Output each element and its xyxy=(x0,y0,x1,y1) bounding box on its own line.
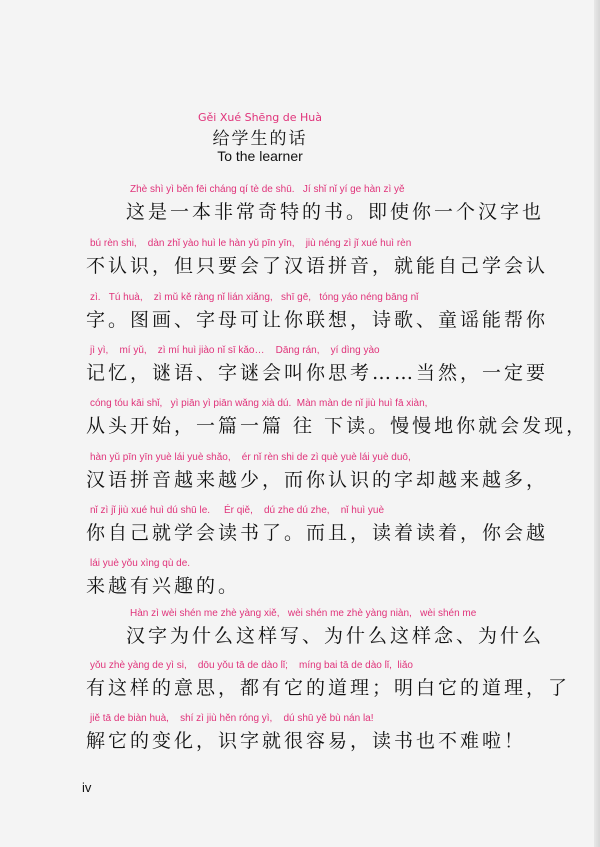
pinyin-line: yǒu zhè yàng de yì si, dōu yǒu tā de dào lǐ; míng bai tā de dào lǐ, liǎo xyxy=(90,660,413,671)
pinyin-line: jì yì, mí yǔ, zì mí huì jiào nǐ sī kǎo… Dāng rán, yí dìng yào xyxy=(90,345,380,356)
pinyin-line: nǐ zì jǐ jiù xué huì dú shū le. Ér qiě, dú zhe dú zhe, nǐ huì yuè xyxy=(90,505,385,516)
pinyin-line: Zhè shì yì běn fēi cháng qí tè de shū. Jí shǐ nǐ yí ge hàn zì yě xyxy=(130,184,405,195)
pinyin-line: jiě tā de biàn huà, shí zì jiù hěn róng yì, dú shū yě bù nán la! xyxy=(90,713,374,724)
chinese-line: 记忆，谜语、字谜会叫你思考……当然，一定要 xyxy=(86,362,549,384)
chinese-line: 汉语拼音越来越少，而你认识的字却越来越多， xyxy=(86,469,549,491)
title-english: To the learner xyxy=(217,148,303,164)
page-edge xyxy=(594,0,600,847)
pinyin-line: hàn yǔ pīn yīn yuè lái yuè shǎo, ér nǐ rèn shi de zì què yuè lái yuè duō, xyxy=(90,452,411,463)
chinese-line: 从头开始，一篇一篇 往 下读。慢慢地你就会发现， xyxy=(86,415,589,437)
pinyin-line: cóng tóu kāi shǐ, yì piān yì piān wǎng xià dú. Màn màn de nǐ jiù huì fā xiàn, xyxy=(90,398,428,409)
chinese-line: 这是一本非常奇特的书。即使你一个汉字也 xyxy=(126,201,545,223)
chinese-line: 你自己就学会读书了。而且，读着读着，你会越 xyxy=(86,522,549,544)
pinyin-line: bú rèn shi, dàn zhǐ yào huì le hàn yǔ pīn yīn, jiù néng zì jǐ xué huì rèn xyxy=(90,238,412,249)
chinese-line: 汉字为什么这样写、为什么这样念、为什么 xyxy=(126,625,545,647)
title-chinese: 给学生的话 xyxy=(212,129,308,149)
chinese-line: 解它的变化，识字就很容易，读书也不难啦！ xyxy=(86,730,527,752)
chinese-line: 不认识，但只要会了汉语拼音，就能自己学会认 xyxy=(86,255,549,277)
pinyin-line: Hàn zì wèi shén me zhè yàng xiě, wèi shén me zhè yàng niàn, wèi shén me xyxy=(130,608,477,619)
page-number: iv xyxy=(82,780,92,795)
chinese-line: 字。图画、字母可让你联想，诗歌、童谣能帮你 xyxy=(86,309,549,331)
title-pinyin: Gěi Xué Shēng de Huà xyxy=(197,111,323,124)
pinyin-line: lái yuè yǒu xìng qù de. xyxy=(90,558,191,569)
chinese-line: 来越有兴趣的。 xyxy=(86,575,241,597)
pinyin-line: zì. Tú huà, zì mǔ kě ràng nǐ lián xiǎng, shī gē, tóng yáo néng bāng nǐ xyxy=(90,292,419,303)
chinese-line: 有这样的意思，都有它的道理；明白它的道理，了 xyxy=(86,677,571,699)
